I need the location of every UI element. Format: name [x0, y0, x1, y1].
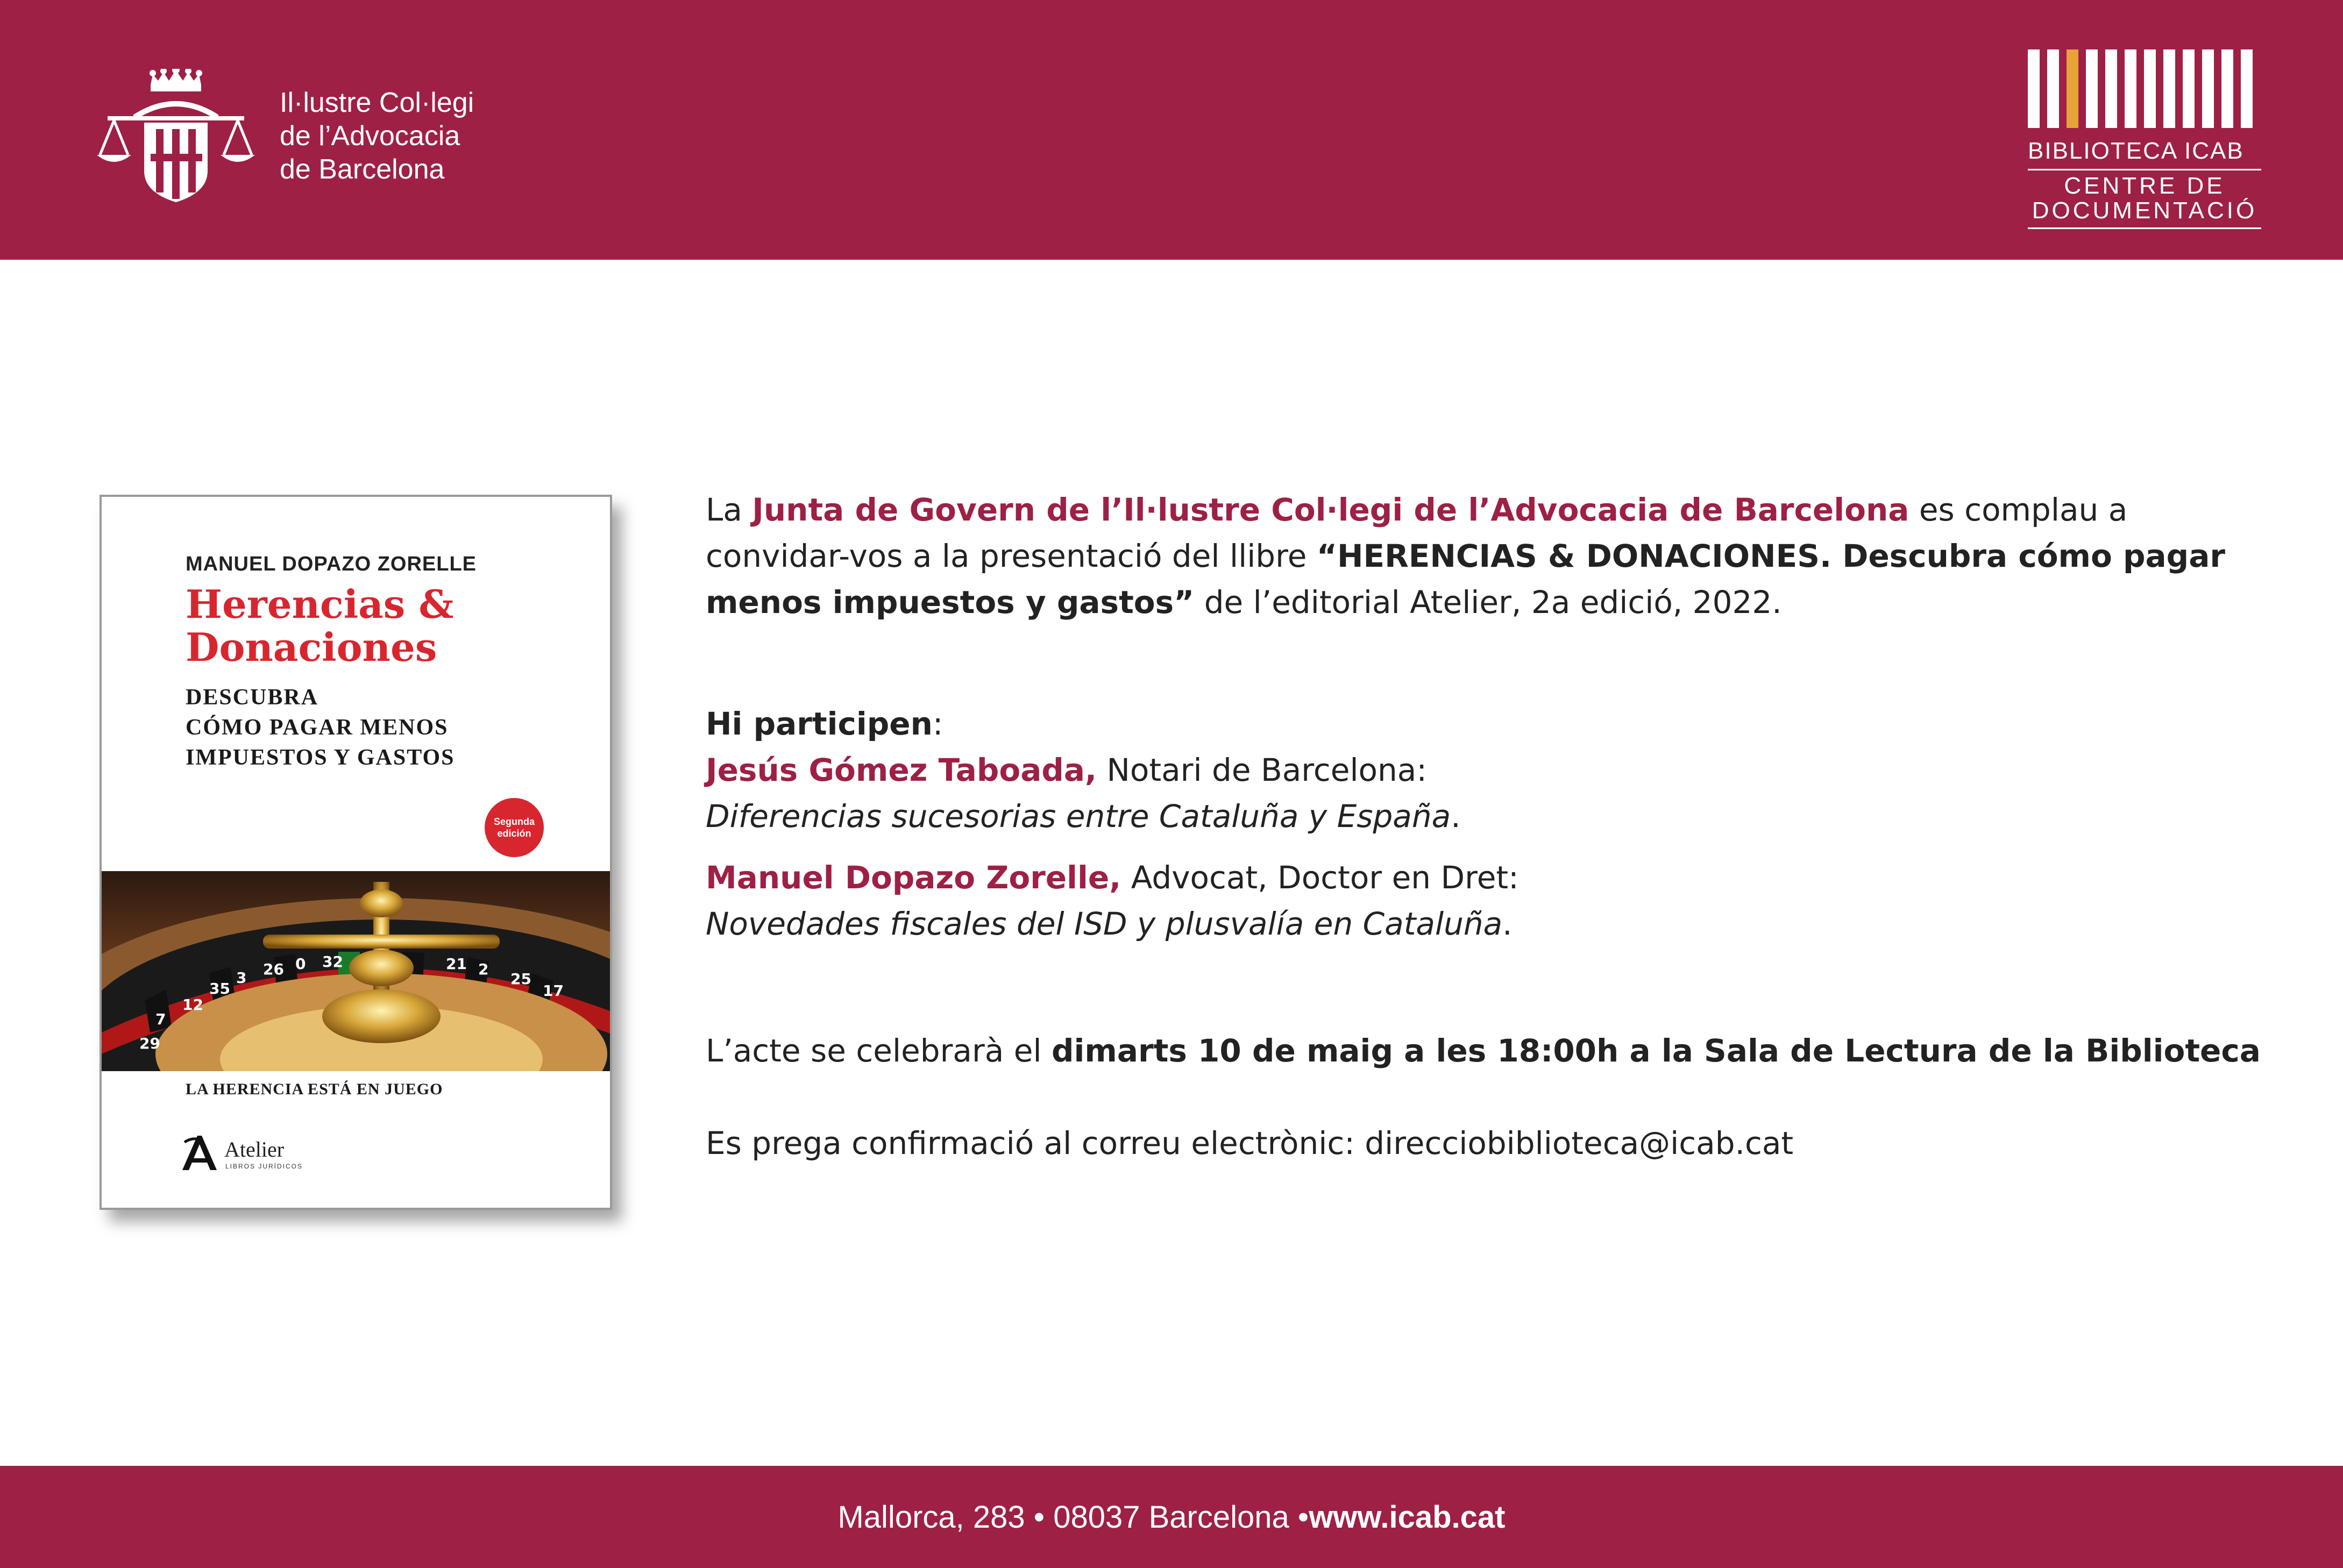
intro-suffix: de l’editorial Atelier, 2a edició, 2022.	[1194, 584, 1782, 621]
speaker-1-role: Notari de Barcelona:	[1097, 752, 1427, 788]
library-subtitle-2: DOCUMENTACIÓ	[2032, 197, 2257, 224]
roulette-number: 26	[263, 960, 284, 978]
library-divider	[2028, 169, 2261, 170]
atelier-logo-icon	[177, 1131, 220, 1174]
speaker-1-talk-title: Diferencias sucesorias entre Cataluña y España	[706, 798, 1451, 835]
roulette-number: 3	[236, 969, 247, 987]
intro-prefix: La	[706, 491, 752, 528]
library-bar	[2086, 49, 2098, 128]
roulette-number: 2	[478, 960, 489, 978]
header-bar	[0, 0, 2343, 260]
library-bar	[2221, 49, 2233, 128]
book-slogan: LA HERENCIA ESTÁ EN JUEGO	[186, 1080, 443, 1098]
book-subtitle-line-1: DESCUBRA	[186, 685, 319, 710]
library-bar-accent	[2067, 49, 2078, 128]
footer-address: Mallorca, 283 • 08037 Barcelona •	[837, 1499, 1309, 1535]
footer-bar	[0, 1466, 2343, 1568]
speaker-1-talk-end: .	[1451, 798, 1461, 835]
library-bar	[2202, 49, 2214, 128]
participants-label: Hi participen	[706, 705, 933, 742]
book-title	[186, 583, 453, 669]
intro-middle: es complau a convidar-vos a la presentació del llibre	[706, 491, 2128, 574]
publisher-name: Atelier	[224, 1137, 285, 1161]
event-date-location: dimarts 10 de maig a les 18:00h a la Sala de Lectura de la Biblioteca	[1052, 1032, 2261, 1069]
edition-badge: Segunda edición	[485, 798, 544, 857]
roulette-number: 0	[295, 955, 306, 973]
speaker-2-role: Advocat, Doctor en Dret:	[1121, 859, 1519, 896]
roulette-number: 35	[209, 980, 230, 997]
library-bar	[2028, 49, 2040, 128]
organization-name	[280, 86, 474, 186]
library-subtitle-1: CENTRE DE	[2064, 173, 2225, 199]
org-name-line-2: de l’Advocacia	[280, 120, 460, 152]
book-author: MANUEL DOPAZO ZORELLE	[186, 553, 477, 575]
roulette-number: 21	[446, 955, 467, 973]
roulette-number: 29	[139, 1035, 160, 1052]
speaker-2-talk-title: Novedades fiscales del ISD y plusvalía en Cataluña	[706, 906, 1503, 942]
speaker-2	[706, 854, 2276, 901]
library-bars-icon	[2028, 49, 2261, 128]
icab-crest-logo-icon	[97, 69, 255, 203]
org-name-line-3: de Barcelona	[280, 154, 445, 185]
library-divider-bottom	[2028, 227, 2261, 229]
rsvp-line: Es prega confirmació al correu electrònic: direcciobiblioteca@icab.cat	[706, 1125, 1794, 1161]
book-title-line-1: Herencias &	[186, 581, 454, 627]
org-name-line-1: Il·lustre Col·legi	[280, 87, 474, 118]
book-title-line-2: Donaciones	[186, 624, 437, 670]
library-bar	[2183, 49, 2195, 128]
speaker-1-talk	[706, 793, 2276, 839]
book-title-reference: “HERENCIAS & DONACIONES. Descubra cómo pagar menos impuestos y gastos”	[706, 538, 2225, 621]
speaker-2-name: Manuel Dopazo Zorelle,	[706, 859, 1121, 896]
library-bar	[2047, 49, 2059, 128]
roulette-number: 32	[322, 953, 343, 971]
library-bar	[2163, 49, 2175, 128]
book-cover-image	[100, 495, 612, 1210]
publisher-subtitle: LIBROS JURÍDICOS	[225, 1163, 303, 1170]
library-bar	[2125, 49, 2136, 128]
speaker-1	[706, 747, 2276, 793]
book-subtitle	[186, 682, 455, 773]
participants-heading	[706, 701, 2276, 747]
event-details	[706, 1028, 2276, 1074]
library-bar	[2241, 49, 2253, 128]
library-bar	[2105, 49, 2117, 128]
invitation-intro-paragraph	[706, 487, 2276, 625]
book-subtitle-line-2: CÓMO PAGAR MENOS	[186, 715, 449, 740]
speaker-2-talk-end: .	[1502, 906, 1513, 942]
speaker-2-talk	[706, 901, 2276, 947]
library-bar	[2144, 49, 2156, 128]
speaker-1-name: Jesús Gómez Taboada,	[706, 752, 1097, 788]
roulette-number: 25	[510, 970, 531, 988]
roulette-number: 17	[543, 982, 564, 1000]
roulette-number: 12	[182, 996, 203, 1014]
event-prefix: L’acte se celebrarà el	[706, 1032, 1052, 1069]
book-subtitle-line-3: IMPUESTOS Y GASTOS	[186, 745, 455, 770]
organizing-body: Junta de Govern de l’Il·lustre Col·legi de l’Advocacia de Barcelona	[752, 491, 1909, 528]
footer-website-link[interactable]: www.icab.cat	[1309, 1499, 1506, 1535]
invitation-text	[706, 487, 2276, 1166]
biblioteca-icab-logo	[2028, 49, 2261, 232]
library-title: BIBLIOTECA ICAB	[2028, 138, 2244, 164]
roulette-number: 7	[155, 1010, 166, 1028]
roulette-wheel-image	[102, 871, 610, 1071]
participants-colon: :	[932, 705, 943, 742]
